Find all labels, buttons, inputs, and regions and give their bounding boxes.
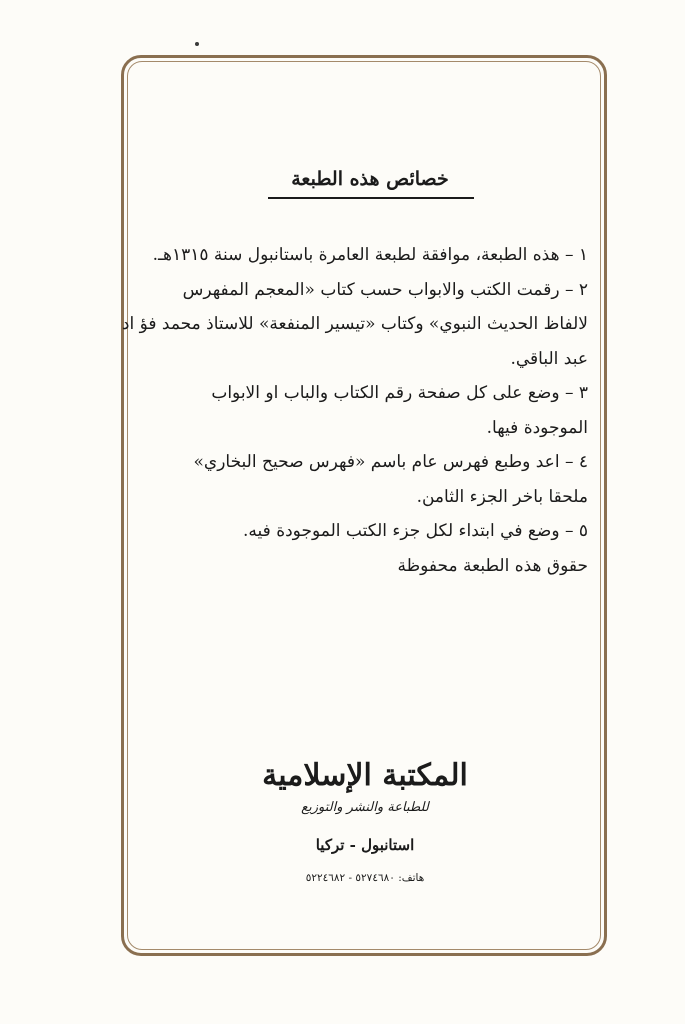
- publisher-subtitle: للطباعة والنشر والتوزيع: [301, 800, 429, 815]
- feature-line-4: عبد الباقي.: [510, 348, 588, 369]
- publisher-phone: هاتف: ٥٢٧٤٦٨٠ - ٥٢٢٤٦٨٢: [305, 872, 425, 884]
- feature-line-3: لالفاظ الحديث النبوي» وكتاب «تيسير المنفعة» للاستاذ محمد فؤ اد: [121, 314, 588, 334]
- feature-line-6: الموجودة فيها.: [486, 417, 588, 438]
- feature-line-2: ٢ – رقمت الكتب والابواب حسب كتاب «المعجم المفهرس: [182, 279, 588, 300]
- publisher-logo-text: المكتبة الإسلامية: [262, 758, 468, 793]
- feature-line-9: ٥ – وضع في ابتداء لكل جزء الكتب الموجودة فيه.: [243, 521, 588, 541]
- feature-line-7: ٤ – اعد وطبع فهرس عام باسم «فهرس صحيح البخاري»: [193, 452, 588, 472]
- title-underline: [268, 197, 474, 199]
- edition-features-text: [121, 238, 588, 583]
- publisher-logo: [262, 735, 468, 807]
- ink-dot: [195, 42, 199, 46]
- feature-line-5: ٣ – وضع على كل صفحة رقم الكتاب والباب او الابواب: [211, 383, 588, 403]
- feature-line-8: ملحقا باخر الجزء الثامن.: [416, 486, 588, 507]
- feature-line-1: ١ – هذه الطبعة، موافقة لطبعة العامرة باستانبول سنة ١٣١٥هـ.: [152, 245, 588, 265]
- copyright-line: حقوق هذه الطبعة محفوظة: [397, 555, 588, 576]
- page-title: خصائص هذه الطبعة: [291, 168, 449, 190]
- publisher-location: استانبول - تركيا: [315, 836, 415, 854]
